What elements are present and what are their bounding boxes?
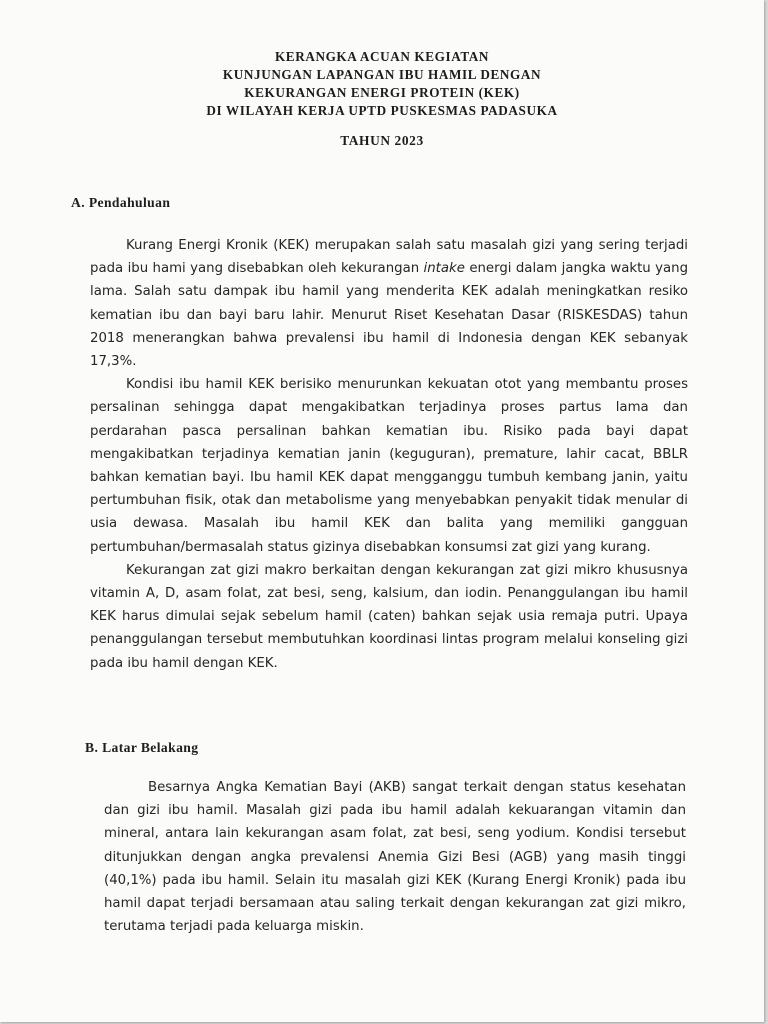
document-header — [0, 48, 764, 120]
header-line-4: DI WILAYAH KERJA UPTD PUSKESMAS PADASUKA — [206, 103, 558, 118]
section-b-paragraph-1: Besarnya Angka Kematian Bayi (AKB) sangat terkait dengan status kesehatan dan gizi ibu hamil. Masalah gizi pada ibu hamil adalah kekuarangan vitamin dan mineral, antara lain kekurangan asam folat, zat besi, seng yodium. Kondisi tersebut ditunjukkan dengan angka prevalensi Anemia Gizi Besi (AGB) yang masih tinggi (40,1%) pada ibu hamil. Selain itu masalah gizi KEK (Kurang Energi Kronik) pada ibu hamil dapat terjadi bersamaan atau saling terkait dengan kekurangan zat gizi mikro, terutama terjadi pada keluarga miskin. — [104, 780, 686, 935]
section-a-p1-part1: Kurang Energi Kronik (KEK) merupakan salah satu masalah gizi yang sering terjadi pada ibu hami yang disebabkan oleh kekurangan — [90, 238, 688, 277]
document-year: TAHUN 2023 — [340, 133, 424, 148]
section-a-p1-italic: intake — [423, 261, 465, 277]
header-line-1: KERANGKA ACUAN KEGIATAN — [274, 49, 490, 64]
section-a-title: A. Pendahuluan — [71, 195, 171, 210]
header-line-2: KUNJUNGAN LAPANGAN IBU HAMIL DENGAN — [222, 67, 542, 82]
section-b-body — [104, 776, 686, 938]
section-a-paragraph-2: Kondisi ibu hamil KEK berisiko menurunkan kekuatan otot yang membantu proses persalinan sehingga dapat mengakibatkan terjadinya proses partus lama dan perdarahan pasca persalinan bahkan kematian ibu. Risiko pada bayi dapat mengakibatkan terjadinya kematian janin (keguguran), premature, lahir cacat, BBLR bahkan kematian bayi. Ibu hamil KEK dapat mengganggu tumbuh kembang janin, yaitu pertumbuhan fisik, otak dan metabolisme yang menyebabkan penyakit tidak menular di usia dewasa. Masalah ibu hamil KEK dan balita yang memiliki gangguan pertumbuhan/bermasalah status gizinya disebabkan konsumsi zat gizi yang kurang. — [90, 377, 688, 555]
header-line-3: KEKURANGAN ENERGI PROTEIN (KEK) — [244, 85, 520, 100]
section-a-p1-part2: energi dalam jangka waktu yang lama. Salah satu dampak ibu hamil yang menderita KEK adalah meningkatkan resiko kematian ibu dan bayi baru lahir. Menurut Riset Kesehatan Dasar (RISKESDAS) tahun 2018 menerangkan bahwa prevalensi ibu hamil di Indonesia dengan KEK sebanyak 17,3%. — [90, 261, 689, 370]
section-a-body — [90, 234, 688, 675]
section-b-title: B. Latar Belakang — [85, 740, 199, 755]
section-a-paragraph-1 — [90, 234, 688, 373]
section-a-paragraph-3: Kekurangan zat gizi makro berkaitan dengan kekurangan zat gizi mikro khususnya vitamin A, D, asam folat, zat besi, seng, kalsium, dan iodin. Penanggulangan ibu hamil KEK harus dimulai sejak sebelum hamil (caten) bahkan sejak usia remaja putri. Upaya penanggulangan tersebut membutuhkan koordinasi lintas program melalui konseling gizi pada ibu hamil dengan KEK. — [90, 562, 688, 671]
